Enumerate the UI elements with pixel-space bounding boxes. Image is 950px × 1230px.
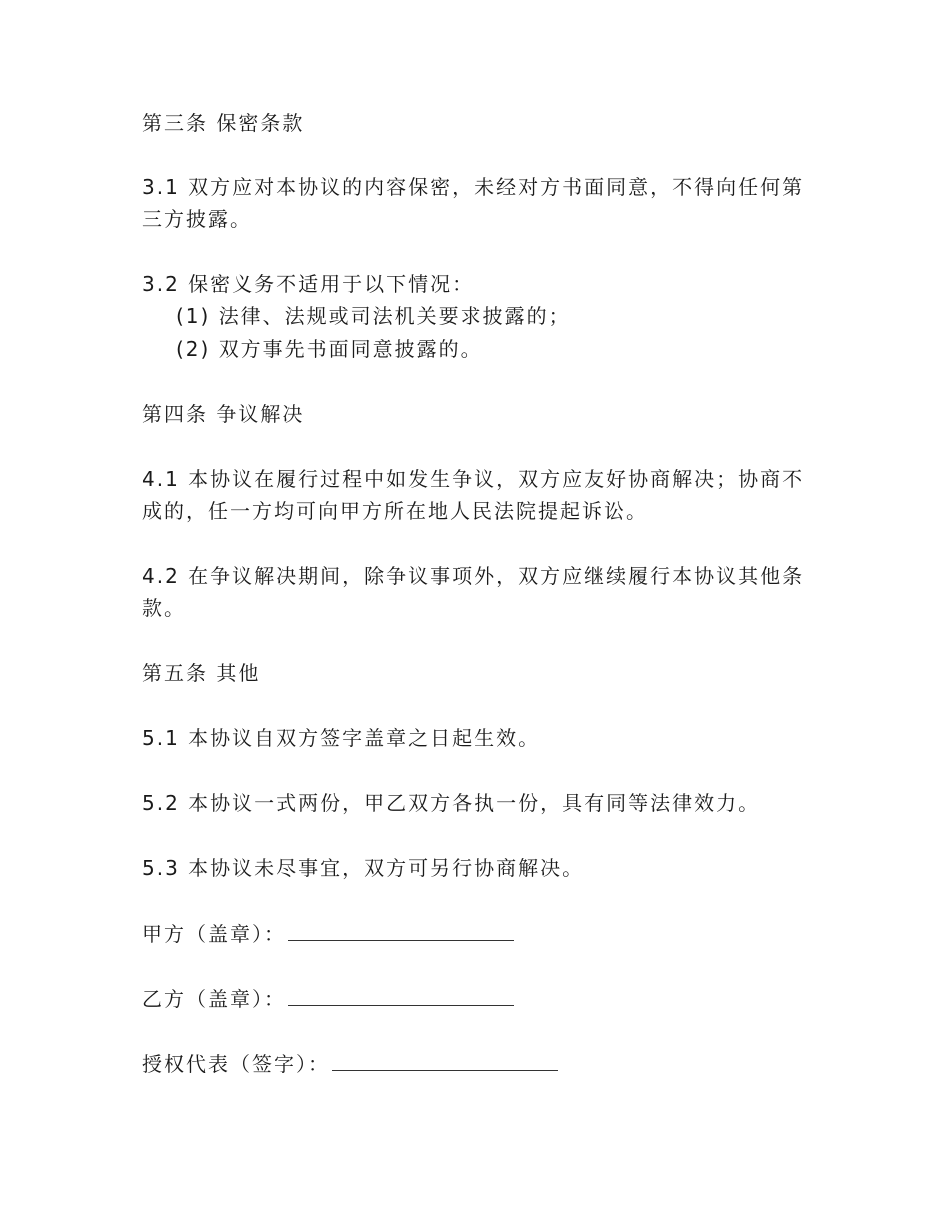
exception-item-2: (2) 双方事先书面同意披露的。 (176, 337, 483, 361)
party-a-signature-row (142, 920, 514, 946)
representative-label: 授权代表（签字）： (142, 1052, 330, 1076)
clause-5-1: 5.1 本协议自双方签字盖章之日起生效。 (142, 726, 541, 750)
article-4-heading: 第四条 争议解决 (142, 402, 305, 426)
clause-5-3: 5.3 本协议未尽事宜，双方可另行协商解决。 (142, 856, 585, 880)
clause-3-1-line-1: 3.1 双方应对本协议的内容保密，未经对方书面同意，不得向任何第 (142, 175, 805, 199)
clause-3-1-line-2: 三方披露。 (142, 207, 252, 231)
party-a-signature-line[interactable] (288, 920, 514, 941)
party-b-label: 乙方（盖章）： (142, 987, 286, 1011)
clause-5-2: 5.2 本协议一式两份，甲乙双方各执一份，具有同等法律效力。 (142, 791, 761, 815)
representative-signature-row (142, 1050, 558, 1076)
clause-4-2-line-1: 4.2 在争议解决期间，除争议事项外，双方应继续履行本协议其他条 (142, 564, 805, 588)
clause-4-2-line-2: 款。 (142, 596, 186, 620)
party-b-signature-line[interactable] (288, 985, 514, 1006)
representative-signature-line[interactable] (332, 1050, 558, 1071)
article-3-heading: 第三条 保密条款 (142, 111, 305, 135)
exception-item-1: (1) 法律、法规或司法机关要求披露的； (176, 304, 571, 328)
party-a-label: 甲方（盖章）： (142, 922, 286, 946)
clause-3-2: 3.2 保密义务不适用于以下情况： (142, 272, 475, 296)
article-5-heading: 第五条 其他 (142, 661, 261, 685)
clause-4-1-line-2: 成的，任一方均可向甲方所在地人民法院提起诉讼。 (142, 499, 648, 523)
party-b-signature-row (142, 985, 514, 1011)
clause-4-1-line-1: 4.1 本协议在履行过程中如发生争议，双方应友好协商解决；协商不 (142, 467, 805, 491)
